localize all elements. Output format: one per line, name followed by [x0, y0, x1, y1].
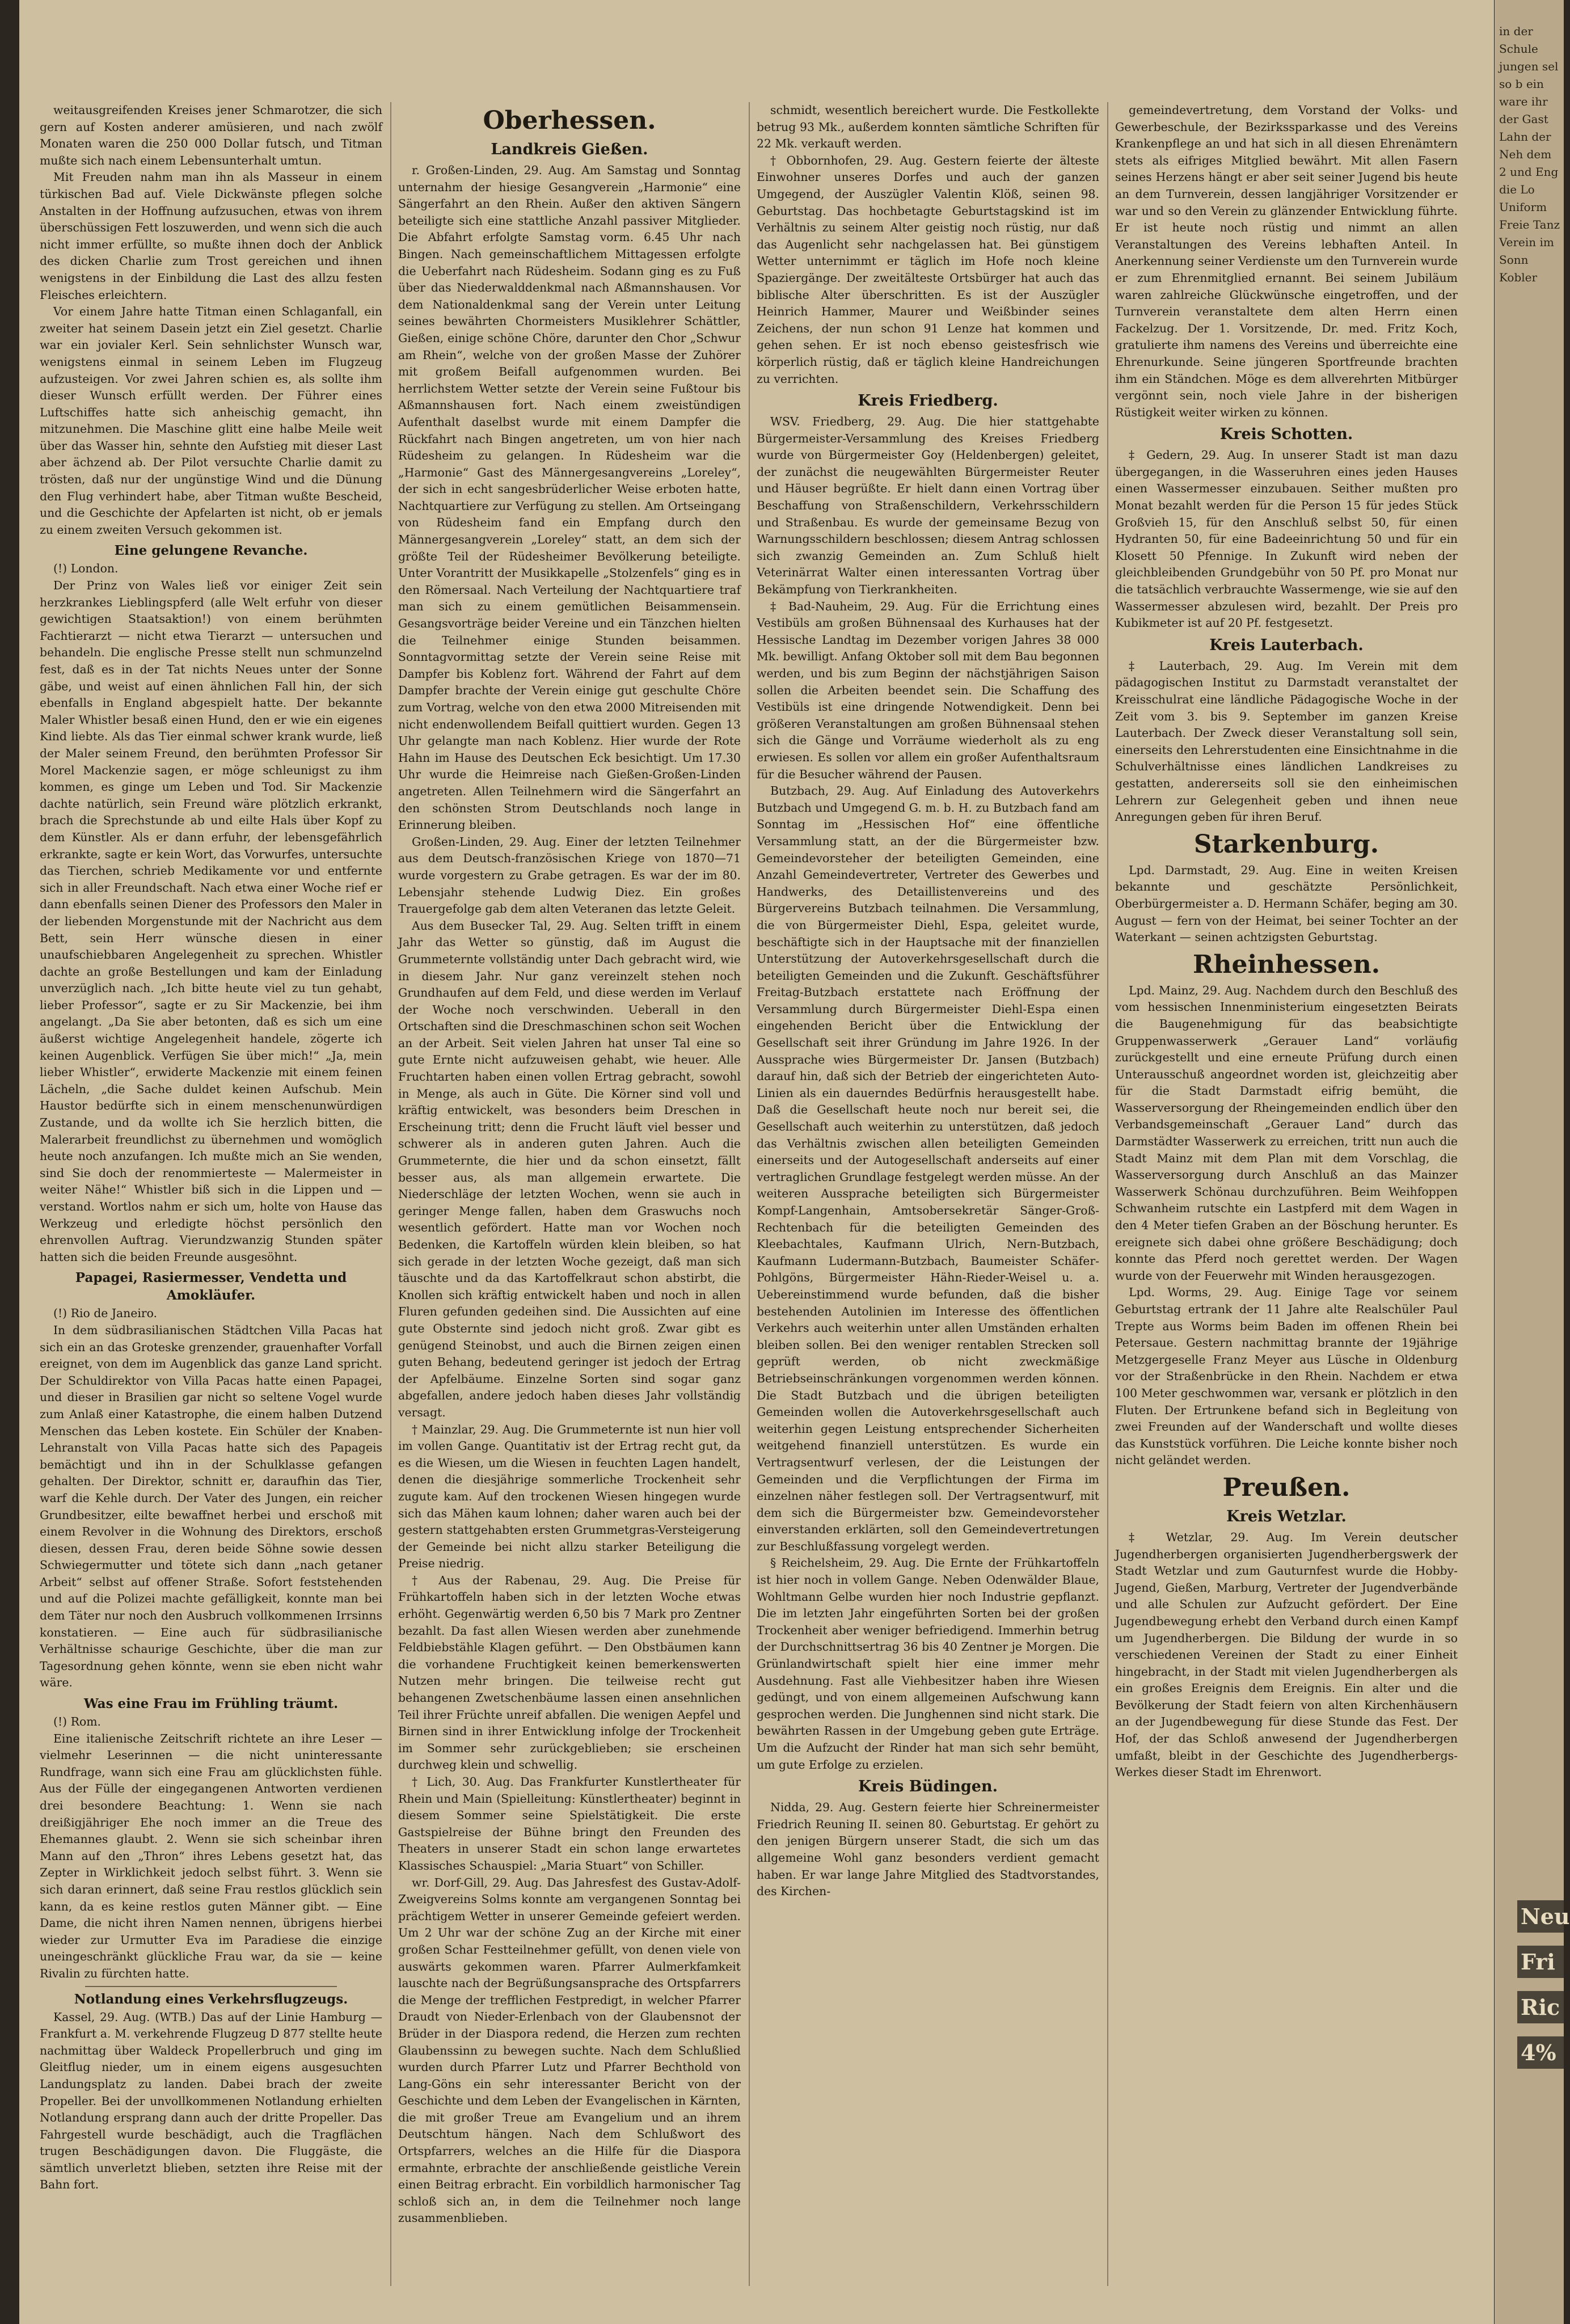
article-paragraph: Lpd. Mainz, 29. Aug. Nachdem durch den Beschluß des vom hessischen Innenministerium eingesetzten Beirats die Baugenehmigung für das beabsichtigte Gruppenwasserwerk „Gerauer Land“ vorläufig zurückgestellt und eine erneute Prüfung durch einen Unterausschuß angeordnet worden ist, gleichzeitig aber für die Stadt Darmstadt eifrig bemüht, die Wasserversorgung der Rheingemeinden endlich über den Verbandsgemeinschaft „Gerauer Land“ durch das Darmstädter Wasserwerk zu erreichen, tritt nun auch die Stadt Mainz mit dem Plan mit dem Vorschlag, die Wasserversorgung durch Anschluß an das Mainzer Wasserwerk Schönau durchzuführen. Beim Weihfoppen Schwanheim rutschte ein Lastpferd mit dem Wagen in den 4 Meter tiefen Graben an der Böschung herunter. Es ereignete sich dabei ohne größere Beschädigung; doch konnte das Pferd noch gerettet werden. Der Wagen wurde von der Feuerwehr mit Winden herausgezogen.: [1115, 983, 1458, 1283]
article-paragraph: (!) Rom.: [53, 1715, 102, 1729]
article-paragraph: weitausgreifenden Kreises jener Schmarotzer, die sich gern auf Kosten anderer amüsieren, und nach zwölf Monaten waren die 250 000 Dollar futsch, und Titman mußte sich nach einem Lebensunterhalt umtun.: [40, 103, 382, 167]
region-heading: Rheinhessen.: [1192, 950, 1381, 979]
article-paragraph: † Obbornhofen, 29. Aug. Gestern feierte der älteste Einwohner unseres Dorfes und auch der ganzen Umgegend, der Auszügler Valentin Klöß, seinen 98. Geburtstag. Das hochbetagte Geburtstagskind ist im Verhältnis zu seinem Alter geistig noch rüstig, nur daß das Augenlicht sehr nachgelassen hat. Bei günstigem Wetter unternimmt er täglich im Hofe noch kleine Spaziergänge. Der zweitälteste Ortsbürger hat auch das biblische Alter überschritten. Es ist der Auszügler Heinrich Hammer, Maurer und Weißbinder seines Zeichens, der nun schon 91 Lenze hat kommen und gehen sehen. Er ist noch ebenso geistesfrisch wie körperlich rüstig, daß er täglich kleine Handreichungen zu verrichten.: [757, 153, 1099, 386]
adjacent-page-strip: [1495, 0, 1570, 2324]
article-paragraph: † Lich, 30. Aug. Das Frankfurter Kunstlertheater für Rhein und Main (Spielleitung: Künstlertheater) beginnt in diesem Sommer seine Spielstätigkeit. Die erste Gastspielreise der Bühne bringt den Freunden des Theaters in unserer Stadt ein schon lange erwartetes Klassisches Schauspiel: „Maria Stuart“ von Schiller.: [398, 1775, 741, 1872]
article-paragraph: § Reichelsheim, 29. Aug. Die Ernte der Frühkartoffeln ist hier noch in vollem Gange. Neben Odenwälder Blaue, Wohltmann Gelbe wurden hier noch Industrie gepflanzt. Die im letzten Jahr eingeführten Sorten bei der großen Trockenheit aber weniger befriedigend. Immerhin betrug der Durchschnittsertrag 36 bis 40 Zentner je Morgen. Die Grünlandwirtschaft spielt hier eine immer mehr Ausdehnung. Fast alle Viehbesitzer haben ihre Wiesen gedüngt, und von einem allgemeinen Aufschwung kann gesprochen werden. Die Junghennen sind nicht stark. Die bewährten Rassen in der Umgebung geben gute Erträge. Um die Aufzucht der Rinder hat man sich sehr bemüht, um gute Erfolge zu erzielen.: [757, 1556, 1099, 1772]
article-paragraph: Der Prinz von Wales ließ vor einiger Zeit sein herzkrankes Lieblingspferd (alle Welt erfuhr von dieser gewichtigen Staatsaktion!) von einem berühmten Fachtierarzt — nicht etwa Tierarzt — untersuchen und behandeln. Die englische Presse stellt nun schmunzelnd fest, daß es in der Tat nichts Neues unter der Sonne gäbe, und weist auf einen ähnlichen Fall hin, der sich ebenfalls in England abgespielt hatte. Der bekannte Maler Whistler besaß einen Hund, den er wie ein eigenes Kind liebte. Als das Tier einmal schwer krank wurde, ließ der Maler seinem Freund, den berühmten Professor Sir Morel Mackenzie sagen, er möge schleunigst zu ihm kommen, es ginge um Leben und Tod. Sir Mackenzie dachte natürlich, sein Freund wäre plötzlich erkrankt, brach die Sprechstunde ab und eilte Hals über Kopf zu dem Künstler. Als er dann erfuhr, der lebensgefährlich erkrankte, sagte er kein Wort, das Vorwurfes, untersuchte das Tierchen, schrieb Medikamente vor und entfernte sich in aller Freundschaft. Nach etwa einer Woche rief er dann ebenfalls seinen Diener des Professors den Maler in der liebenden Morgenstunde mit der Nachricht aus dem Bett, sein Herr wünsche diesen in einer unaufschiebbaren Angelegenheit zu sprechen. Whistler dachte an große Bestellungen und kam der Einladung unverzüglich nach. „Ich bitte heute viel zu tun gehabt, lieber Professor“, sagte er zu Sir Mackenzie, bei ihm angelangt. „Da Sie aber betonten, daß es sich um eine äußerst wichtige Angelegenheit handele, zögerte ich keinen Augenblick. Verfügen Sie über mich!“ „Ja, mein lieber Whistler“, erwiderte Mackenzie mit einem feinen Lächeln, „die Sache duldet keinen Aufschub. Mein Haustor bedürfte sich in einem menschenunwürdigen Zustande, und da wollte ich Sie herzlich bitten, die Malerarbeit freundlichst zu übernehmen und womöglich heute noch anzufangen. Ich mußte mich an Sie wenden, sind Sie doch der renommierteste — Malermeister in weiter Nähe!“ Whistler biß sich in die Lippen und — verstand. Wortlos nahm er sich um, holte von Hause das Werkzeug und erledigte höchst persönlich den ehrenvollen Auftrag. Vierundzwanzig Stunden später hatten sich die beiden Freunde ausgesöhnt.: [40, 579, 382, 1264]
district-heading: Kreis Wetzlar.: [1226, 1507, 1347, 1525]
district-heading: Kreis Büdingen.: [858, 1778, 998, 1796]
article-paragraph: Eine italienische Zeitschrift richtete an ihre Leser — vielmehr Leserinnen — die nicht uninteressante Rundfrage, wann sich eine Frau am glücklichsten fühle. Aus der Fülle der eingegangenen Antworten verdienen drei besondere Beachtung: 1. Wenn sie nach dreißigjähriger Ehe noch immer an die Treue des Ehemannes glaubt. 2. Wenn sie sich scheinbar ihren Mann auf den „Thron“ ihres Lebens gesetzt hat, das Zepter in Wirklichkeit jedoch selbst führt. 3. Wenn sie sich daran erinnert, daß seine Frau restlos glücklich sein kann, da es keine restlos guten Männer gibt. — Eine Dame, die nicht ihren Namen nennen, übrigens hierbei wieder zur Urmutter Eva im Paradiese die einzige uneingeschränkt glückliche Frau war, da sie — keine Rivalin zu fürchten hatte.: [40, 1731, 382, 1980]
ad-fragment: Neu: [1517, 1900, 1564, 1933]
column-rule: [749, 102, 750, 2286]
article-paragraph: WSV. Friedberg, 29. Aug. Die hier stattgehabte Bürgermeister-Versammlung des Kreises Friedberg wurde von Bürgermeister Goy (Heldenbergen) geleitet, der zunächst die neugewählten Bürgermeister Reuter und Häuser begrüßte. Er hielt dann einen Vortrag über Beschaffung von Straßenschildern, Verkehrsschildern und Straßenbau. Es wurde der gemeinsame Bezug von Warnungsschildern beschlossen; diesem Antrag schlossen sich zwanzig Gemeinden an. Zum Schluß hielt Veterinärrat Walter einen interessanten Vortrag über Bekämpfung von Tierkrankheiten.: [757, 415, 1099, 597]
article-paragraph: ‡ Lauterbach, 29. Aug. Im Verein mit dem pädagogischen Institut zu Darmstadt veranstaltet der Kreisschulrat eine ländliche Pädagogische Woche in der Zeit vom 3. bis 9. September im ganzen Kreise Lauterbach. Der Zweck dieser Veranstaltung soll sein, einerseits den Lehrerstudenten eine Einsichtnahme in die Schulverhältnisse eines ländlichen Landkreises zu gestatten, andererseits soll sie den einheimischen Lehrern zur Gelegenheit geben und ihnen neue Anregungen geben für ihren Beruf.: [1115, 659, 1458, 824]
article-paragraph: Lpd. Darmstadt, 29. Aug. Eine in weiten Kreisen bekannte und geschätzte Persönlichkeit, Oberbürgermeister a. D. Hermann Schäfer, beging am 30. August — fern von der Heimat, bei seiner Tochter an der Waterkant — seinen achtzigsten Geburtstag.: [1115, 863, 1458, 944]
article-paragraph: gemeindevertretung, dem Vorstand der Volks- und Gewerbeschule, der Bezirkssparkasse und des Vereins Krankenpflege an und hat sich in all diesen Ehrenämtern stets als eifriges Mitglied bewährt. Mit allen Fasern seines Herzens hängt er aber seit seiner Jugend bis heute an dem Turnverein, dessen langjähriger Vorsitzender er war und so den Verein zu glänzender Entwicklung führte. Er ist heute noch rüstig und nimmt an allen Veranstaltungen des Vereins lebhaften Anteil. In Anerkennung seiner Verdienste um den Turnverein wurde er zum Ehrenmitglied ernannt. Bei seinem Jubiläum waren zahlreiche Glückwünsche eingetroffen, und der Turnverein veranstaltete dem alten Herrn einen Fackelzug. Der 1. Vorsitzende, Dr. med. Fritz Koch, gratulierte ihm namens des Vereins und überreichte eine Ehrenurkunde. Seine jüngeren Sportfreunde brachten ihm ein Ständchen. Möge es dem allverehrten Mitbürger vergönnt sein, noch viele Jahre in der bisherigen Rüstigkeit weiter wirken zu können.: [1115, 103, 1458, 419]
district-heading: Kreis Lauterbach.: [1209, 636, 1364, 654]
article-paragraph: schmidt, wesentlich bereichert wurde. Die Festkollekte betrug 93 Mk., außerdem konnten sämtliche Schriften für 22 Mk. verkauft werden.: [757, 103, 1099, 151]
column-1: [40, 102, 382, 2303]
region-heading: Preußen.: [1222, 1473, 1350, 1502]
article-paragraph: † Mainzlar, 29. Aug. Die Grummeternte ist nun hier voll im vollen Gange. Quantitativ ist der Ertrag recht gut, da es die Wiesen, um die Wiesen in feuchten Lagen handelt, denen die diesjährige sommerliche Trockenheit sehr zugute kam. Auf den trockenen Wiesen hingegen wurde sich das Mähen kaum lohnen; daher waren auch bei der gestern stattgehabten ersten Grummetgras-Versteigerung der Gemeinde bei nicht allzu starker Beteiligung die Preise niedrig.: [398, 1422, 741, 1571]
district-heading: Kreis Friedberg.: [858, 392, 998, 410]
article-paragraph: Butzbach, 29. Aug. Auf Einladung des Autoverkehrs Butzbach und Umgegend G. m. b. H. zu Butzbach fand am Sonntag im „Hessischen Hof“ eine öffentliche Versammlung statt, an der die Bürgermeister bzw. Gemeindevorsteher der beteiligten Gemeinden, eine Anzahl Gemeindevertreter, Vertreter des Gewerbes und Handwerks, des Detaillistenvereins und des Bürgervereins Butzbach teilnahmen. Die Versammlung, die von Bürgermeister Diehl, Espa, geleitet wurde, beschäftigte sich in der Hauptsache mit der finanziellen Unterstützung der Autoverkehrsgesellschaft durch die beteiligten Gemeinden und die Zukunft. Geschäftsführer Freitag-Butzbach erstattete nach Eröffnung der Versammlung durch Bürgermeister Diehl-Espa einen eingehenden Bericht über die Entwicklung der Gesellschaft seit ihrer Gründung im Jahre 1926. In der Aussprache wies Bürgermeister Dr. Jansen (Butzbach) darauf hin, daß sich der Betrieb der eingerichteten Auto-Linien als ein dauerndes Bedürfnis herausgestellt habe. Daß die Gesellschaft heute noch nur bereit sei, die Gesellschaft auch weiterhin zu unterstützen, daß jedoch das Verhältnis zwischen allen beteiligten Gemeinden einerseits und der Autogesellschaft anderseits auf einer vertraglichen Grundlage festgelegt werden müsse. An der weiteren Aussprache beteiligten sich Bürgermeister Kompf-Langenhain, Amtsobersekretär Sänger-Groß-Rechtenbach für die beteiligten Gemeinden des Kleebachtales, Kaufmann Ulrich, Nern-Butzbach, Kaufmann Ludermann-Butzbach, Baumeister Schäfer-Pohlgöns, Bürgermeister Hähn-Rieder-Weisel u. a. Uebereinstimmend wurde befunden, daß die bisher bestehenden Autolinien im Interesse des öffentlichen Verkehrs auch weiterhin unter allen Umständen erhalten bleiben sollen. Bei den weniger rentablen Strecken soll geprüft werden, ob nicht zweckmäßige Betriebseinschränkungen vorgenommen werden können. Die Stadt Butzbach und die übrigen beteiligten Gemeinden wollen die Autoverkehrsgesellschaft auch weiterhin gegen Leistung entsprechender Sicherheiten weitgehend finanziell unterstützen. Es wurde ein Vertragsentwurf verlesen, der die Leistungen der Gemeinden und die Verpflichtungen der Firma im einzelnen näher festlegen soll. Der Vertragsentwurf, mit dem sich die Bürgermeister bzw. Gemeindevorsteher einverstanden erklärten, soll den Gemeindevertretungen zur Beschlußfassung vorgelegt werden.: [757, 784, 1099, 1553]
column-rule: [1107, 102, 1108, 2286]
article-headline: Papagei, Rasiermesser, Vendetta und Amokläufer.: [75, 1270, 347, 1304]
article-headline: Eine gelungene Revanche.: [114, 543, 308, 559]
newspaper-page: [19, 0, 1494, 2324]
column-2: [398, 102, 741, 2303]
ad-fragment: Fri: [1517, 1946, 1564, 1978]
section-divider: [85, 1986, 337, 1987]
column-rule: [390, 102, 391, 2286]
article-paragraph: Lpd. Worms, 29. Aug. Einige Tage vor seinem Geburtstag ertrank der 11 Jahre alte Realschüler Paul Trepte aus Worms beim Baden im offenen Rhein bei Petersaue. Gestern nachmittag brannte der 19jährige Metzgergeselle Franz Meyer aus Lüsche in Oldenburg vor der Straßenbrücke in den Rhein. Nachdem er etwa 100 Meter geschwommen war, versank er plötzlich in den Fluten. Der Ertrunkene befand sich in Begleitung von zwei Freunden auf der Wanderschaft und wollte dieses das Kunststück vorführen. Die Leiche konnte bisher noch nicht geländet werden.: [1115, 1285, 1458, 1467]
article-headline: Notlandung eines Verkehrsflugzeugs.: [74, 1991, 348, 2007]
region-heading: Oberhessen.: [483, 106, 656, 135]
article-paragraph: Aus dem Busecker Tal, 29. Aug. Selten trifft in einem Jahr das Wetter so günstig, daß im August die Grummeternte vollständig unter Dach gebracht wird, wie in diesem Jahr. Nur ganz vereinzelt stehen noch Grundhaufen auf dem Feld, und diese werden im Verlauf der Woche noch verschwinden. Ueberall in den Ortschaften sind die Dreschmaschinen schon seit Wochen an der Arbeit. Seit vielen Jahren hat unser Tal eine so gute Ernte nicht aufzuweisen gehabt, wie heuer. Alle Fruchtarten haben einen vollen Ertrag gebracht, sowohl in Menge, als auch in Güte. Die Körner sind voll und kräftig entwickelt, was besonders beim Dreschen in Erscheinung tritt; denn die Frucht läuft viel besser und schwerer als in anderen guten Jahren. Auch die Grummeternte, die hier und da schon einsetzt, fällt besser aus, als man allgemein erwartete. Die Niederschläge der letzten Wochen, wenn sie auch in geringer Menge fallen, haben dem Graswuchs noch wesentlich gefördert. Hatte man vor Wochen noch Bedenken, die Kartoffeln würden klein bleiben, so hat sich gerade in der letzten Woche gezeigt, daß man sich täuschte und da das Kartoffelkraut schon abstirbt, die Knollen sich kräftig entwickelt haben und noch in allen Fluren gefunden gedeihen sind. Die Aussichten auf eine gute Obsternte sind jedoch nicht groß. Zwar gibt es genügend Steinobst, und auch die Birnen zeigen einen guten Behang, bedeutend geringer ist jedoch der Ertrag der Apfelbäume. Einzelne Sorten sind sogar ganz abgefallen, andere jedoch haben dieses Jahr vollständig versagt.: [398, 918, 741, 1419]
article-paragraph: Nidda, 29. Aug. Gestern feierte hier Schreinermeister Friedrich Reuning II. seinen 80. Geburtstag. Er gehört zu den jenigen Bürgern unserer Stadt, die sich um das allgemeine Wohl ganz besonders verdient gemacht haben. Er war lange Jahre Mitglied des Stadtvorstandes, des Kirchen-: [757, 1800, 1099, 1899]
article-paragraph: In dem südbrasilianischen Städtchen Villa Pacas hat sich ein an das Groteske grenzender, grauenhafter Vorfall ereignet, von dem im Augenblick das ganze Land spricht. Der Schuldirektor von Villa Pacas hatte einen Papagei, und dieser in Brasilien gar nicht so seltene Vogel wurde zum Anlaß einer Katastrophe, die einem halben Dutzend Menschen das Leben kostete. Ein Schüler der Knaben-Lehranstalt von Villa Pacas hatte sich des Papageis bemächtigt und ihn in der Schulklasse gefangen gehalten. Der Direktor, schnitt er, daraufhin das Tier, warf die Kehle durch. Der Vater des Jungen, ein reicher Grundbesitzer, eilte bewaffnet herbei und erschoß mit einem Revolver in die Wohnung des Direktors, erschoß diesen, dessen Frau, deren beide Söhne sowie dessen Schwiegermutter und tötete sich dann „nach getaner Arbeit“ selbst auf offener Straße. Sofort feststehenden und auf die Polizei machte gefälligkeit, konnte man bei dem Täter nur noch den Ausbruch vollkommenen Irrsinns konstatieren. — Eine auch für südbrasilianische Verhältnisse schaurige Geschichte, über die man zur Tagesordnung gehen könnte, wenn sie eben nicht wahr wäre.: [40, 1323, 382, 1690]
article-paragraph: r. Großen-Linden, 29. Aug. Am Samstag und Sonntag unternahm der hiesige Gesangverein „Harmonie“ eine Sängerfahrt an den Rhein. Außer den aktiven Sängern beteiligte sich eine stattliche Anzahl passiver Mitglieder. Die Abfahrt erfolgte Samstag vorm. 6.45 Uhr nach Bingen. Nach gemeinschaftlichem Mittagessen erfolgte die Ueberfahrt nach Rüdesheim. Sodann ging es zu Fuß über das Niederwalddenkmal nach Aßmannshausen. Vor dem Nationaldenkmal sang der Verein unter Leitung seines bewährten Chormeisters Musiklehrer Schättler, Gießen, einige schöne Chöre, darunter den Chor „Schwur am Rhein“, welche von der großen Masse der Zuhörer mit großem Beifall aufgenommen wurden. Bei herrlichstem Wetter setzte der Verein seine Fußtour bis Aßmannshausen fort. Nach einem zweistündigen Aufenthalt daselbst wurde mit einem Dampfer die Rückfahrt nach Bingen angetreten, um von hier nach Rüdesheim zu gelangen. In Rüdesheim war die „Harmonie“ Gast des Männergesangvereins „Loreley“, der sich in echt sangesbrüderlicher Weise erboten hatte, Nachtquartiere zur Verfügung zu stellen. Am Ortseingang von Rüdesheim fand ein Empfang durch den Männergesangverein „Loreley“ statt, an dem sich der größte Teil der Rüdesheimer Bevölkerung beteiligte. Unter Vorantritt der Musikkapelle „Stolzenfels“ ging es in den Römersaal. Nach Verteilung der Nachtquartiere traf man sich zu einem gemütlichen Beisammensein. Gesangsvorträge beider Vereine und ein Tänzchen hielten die Teilnehmer einige Stunden beisammen. Sonntagvormittag setzte der Verein seine Reise mit Dampfer bis Koblenz fort. Während der Fahrt auf dem Dampfer brachte der Verein einige gut geschulte Chöre zum Vortrag, welche von den etwa 2000 Mitreisenden mit nicht endenwollendem Beifall quittiert wurden. Gegen 13 Uhr gelangte man nach Koblenz. Hier wurde der Rote Hahn im Hause des Deutschen Eck besichtigt. Um 17.30 Uhr wurde die Heimreise nach Gießen-Großen-Linden angetreten. Allen Teilnehmern wird die Sängerfahrt an den schönsten Strom Deutschlands noch lange in Erinnerung bleiben.: [398, 163, 741, 832]
ad-fragment: 4%: [1517, 2036, 1564, 2069]
article-paragraph: Kassel, 29. Aug. (WTB.) Das auf der Linie Hamburg — Frankfurt a. M. verkehrende Flugzeug D 877 stellte heute nachmittag über Waldeck Propellerbruch und ging im Gleitflug nieder, um in einem eigens ausgesuchten Landungsplatz zu landen. Dabei brach der zweite Propeller. Bei der unvollkommenen Notlandung erhielten Notlandung ersprang dann auch der dritte Propeller. Das Fahrgestell wurde beschädigt, auch die Tragflächen trugen Beschädigungen davon. Die Fluggäste, die sämtlich unverletzt blieben, setzten ihre Reise mit der Bahn fort.: [40, 2010, 382, 2192]
article-paragraph: ‡ Gedern, 29. Aug. In unserer Stadt ist man dazu übergegangen, in die Wasseruhren eines jeden Hauses einen Wassermesser einzubauen. Seither mußten pro Monat bezahlt werden für die Person 15 für jedes Stück Großvieh 15, für den Anschluß selbst 50, für einen Hydranten 50, für eine Badeeinrichtung 50 und für ein Klosett 50 Pfennige. In Zukunft wird neben der gleichbleibenden Grundgebühr von 50 Pf. pro Monat nur die tatsächlich verbrauchte Wassermenge, wie sie auf den Wassermesser abzulesen wird, bezahlt. Der Preis pro Kubikmeter ist auf 20 Pf. festgesetzt.: [1115, 448, 1458, 630]
article-paragraph: (!) Rio de Janeiro.: [53, 1306, 158, 1321]
article-paragraph: wr. Dorf-Gill, 29. Aug. Das Jahresfest des Gustav-Adolf-Zweigvereins Solms konnte am vergangenen Sonntag bei prächtigem Wetter in unserer Gemeinde gefeiert werden. Um 2 Uhr war der schöne Zug an der Kirche mit einer großen Schar Festteilnehmer gefüllt, von denen viele von auswärts gekommen waren. Pfarrer Aulmerkfamkeit lauschte nach der Begrüßungsansprache des Ortspfarrers die Menge der trefflichen Festpredigt, in welcher Pfarrer Draudt von Nieder-Erlenbach von der Glaubensnot der Brüder in der Diaspora redend, die Herzen zum rechten Glaubenssinn zu bewegen suchte. Nach dem Schlußlied wurden durch Pfarrer Lutz und Pfarrer Bechthold von Lang-Göns ein sehr interessanter Bericht von der Geschichte und dem Leben der Evangelischen in Kärnten, die mit großer Treue am Evangelium und an ihrem Deutschtum hängen. Nach dem Schlußwort des Ortspfarrers, welches an die Hilfe für die Diaspora ermahnte, erbrachte der anschließende geistliche Verein einen Beitrag erbracht. Ein vorbildlich harmonischer Tag schloß sich an, in dem die Teilnehmer noch lange zusammenblieben.: [398, 1875, 741, 2225]
district-heading: Kreis Schotten.: [1219, 425, 1353, 444]
column-4: [1115, 102, 1458, 2303]
article-paragraph: ‡ Bad-Nauheim, 29. Aug. Für die Errichtung eines Vestibüls am großen Bühnensaal des Kurhauses hat der Hessische Landtag im Dezember vorigen Jahres 38 000 Mk. bewilligt. Anfang Oktober soll mit dem Bau begonnen werden, und bis zum Beginn der nächstjährigen Saison sollen die Arbeiten beendet sein. Die Schaffung des Vestibüls ist eine dringende Notwendigkeit. Denn bei größeren Veranstaltungen am großen Bühnensaal stehen sich die Gänge und Vorräume wiederholt als zu eng erwiesen. Es sollen vor allem ein großer Aufenthaltsraum für die Besucher während der Pausen.: [757, 599, 1099, 781]
article-paragraph: (!) London.: [53, 562, 119, 576]
article-paragraph: Mit Freuden nahm man ihn als Masseur in einem türkischen Bad auf. Viele Dickwänste pflegen solche Anstalten in der Hoffnung aufzusuchen, etwas von ihrem überschüssigen Fett loszuwerden, und wenn sich die auch nicht immer erfüllte, so mußte ihnen doch der Anblick des dicken Charlie zum Trost gereichen und ihnen wenigstens in der Einbildung die Last des allzu festen Fleisches erleichtern.: [40, 170, 382, 302]
article-paragraph: Großen-Linden, 29. Aug. Einer der letzten Teilnehmer aus dem Deutsch-französischen Kriege von 1870—71 wurde vorgestern zu Grabe getragen. Es war der im 80. Lebensjahr stehende Ludwig Diez. Ein großes Trauergefolge gab dem alten Veteranen das letzte Geleit.: [398, 834, 741, 916]
column-3: [757, 102, 1099, 2303]
ad-fragment: Ric: [1517, 1991, 1564, 2023]
region-heading: Starkenburg.: [1193, 829, 1379, 859]
article-paragraph: ‡ Wetzlar, 29. Aug. Im Verein deutscher Jugendherbergen organisierten Jugendherbergswerk der Stadt Wetzlar und zum Gauturnfest wurde die Hobby-Jugend, Gießen, Marburg, Vertreter der Jugendverbände und alle Schulen zur Aufzucht gefördert. Der Eine Jugendbewegung erhebt den Verband durch einen Kampf um Jugendherbergen. Die Bildung der wurde in so verschiedenen Vereinen der Stadt zu einer Einheit hingebracht, in der Stadt mit vielen Jugendherbergen als ein großes Ereignis dem Ereignis. Ein alter und die Bevölkerung der Stadt feiern von alten Kirchenhäusern an der Jugendbewegung für diese Stunde das Fest. Der Hof, der das Schloß anwesend der Jugendherbergen umfaßt, bleibt in der Geschichte des Jugendherbergs-Werkes dieser Stadt im Ehrenwort.: [1115, 1530, 1458, 1779]
article-paragraph: Vor einem Jahre hatte Titman einen Schlaganfall, ein zweiter hat seinem Dasein jetzt ein Ziel gesetzt. Charlie war ein jovialer Kerl. Sein sehnlichster Wunsch war, wenigstens einmal in seinem Leben im Flugzeug aufzusteigen. Vor zwei Jahren schien es, als sollte ihm dieser Wunsch erfüllt werden. Der Führer eines Luftschiffes hatte sich anheischig gemacht, ihn mitzunehmen. Die Maschine glitt eine halbe Meile weit über das Wasser hin, sehnte den Aufstieg mit dieser Last aber ächzend ab. Der Pilot versuchte Charlie damit zu trösten, daß nur der ungünstige Wind und die Dünung den Flug verhindert habe, aber Titman wußte Bescheid, und die Geschichte der Apfelarten ist nicht, ob er jemals zu einem zweiten Versuch gekommen ist.: [40, 305, 382, 537]
adjacent-page-text: in der Schule jungen sel so b ein ware ihr der Gast Lahn der Neh dem 2 und Eng die Lo Uniform Freie Tanz Verein im Sonn Kobler: [1499, 24, 1560, 284]
district-heading: Landkreis Gießen.: [491, 141, 648, 158]
article-paragraph: † Aus der Rabenau, 29. Aug. Die Preise für Frühkartoffeln haben sich in der letzten Woche etwas erhöht. Gegenwärtig werden 6,50 bis 7 Mark pro Zentner bezahlt. Da fast allen Wiesen werden aber zunehmende Feldbiebstähle Klagen geführt. — Den Obstbäumen kann die vorhandene Fruchtigkeit keinen bemerkenswerten Nutzen mehr bringen. Die teilweise recht gut behangenen Zwetschenbäume lassen einen ansehnlichen Teil ihrer Früchte unreif abfallen. Die wenigen Aepfel und Birnen sind in ihrer Entwicklung infolge der Trockenheit im Sommer sehr zurückgeblieben; sie erscheinen durchweg klein und schwellig.: [398, 1573, 741, 1772]
article-headline: Was eine Frau im Frühling träumt.: [83, 1696, 339, 1712]
